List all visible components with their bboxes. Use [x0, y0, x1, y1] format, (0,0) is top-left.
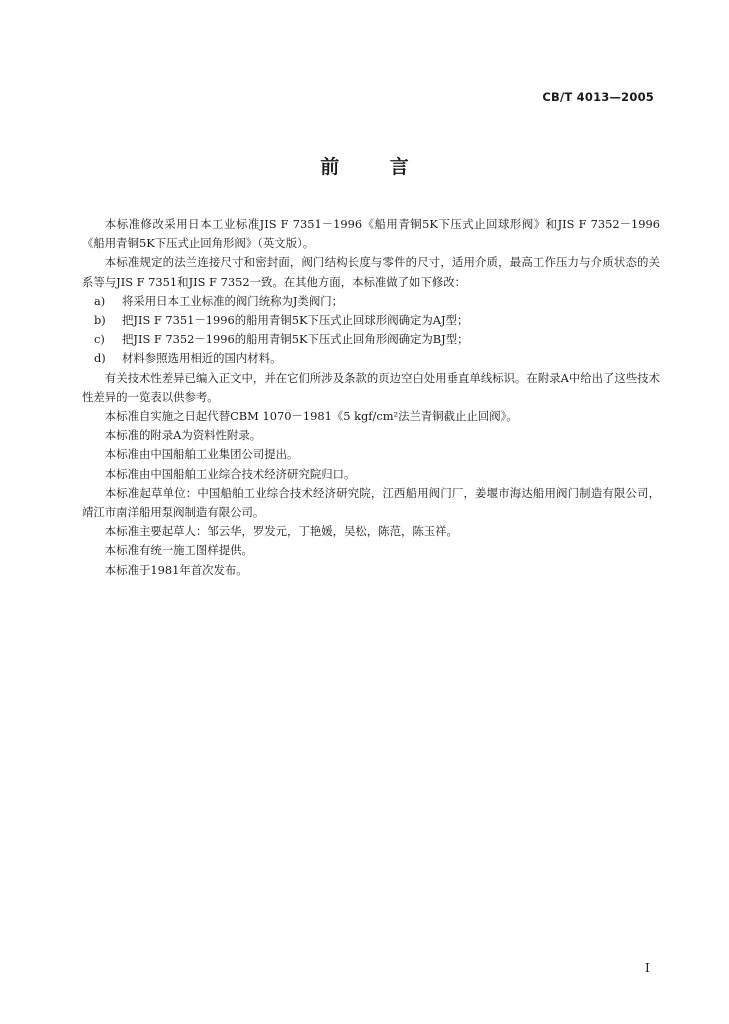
paragraph-administered-by: 本标准由中国船舶工业综合技术经济研究院归口。 [104, 466, 356, 481]
list-marker: d) [94, 351, 106, 366]
paragraph-drawings: 本标准有统一施工图样提供。 [104, 543, 253, 558]
list-marker: b) [94, 313, 106, 328]
list-item [82, 349, 660, 368]
paragraph-differences: 有关技术性差异已编入正文中，并在它们所涉及条款的页边空白处用垂直单线标识。在附录A中给出了这些技术性差异的一览表以供参考。 [82, 370, 660, 404]
list-item [82, 311, 660, 330]
paragraph-replaces: 本标准自实施之日起代替CBM 1070－1981《5 kgf/cm²法兰青铜截止止回阀》。 [104, 409, 518, 424]
list-marker: c) [94, 332, 105, 347]
list-item [82, 292, 660, 311]
list-item-text: 材料参照选用相近的国内材料。 [122, 351, 282, 366]
page-title: 前 言 [320, 156, 431, 178]
standard-code: CB/T 4013—2005 [542, 90, 654, 104]
paragraph-scope: 本标准规定的法兰连接尺寸和密封面，阀门结构长度与零件的尺寸，适用介质，最高工作压力与介质状态的关系等与JIS F 7351和JIS F 7352一致。在其他方面，本标准做了如下修改： [82, 255, 660, 289]
list-marker: a) [94, 293, 106, 308]
list-item [82, 330, 660, 349]
paragraph-appendix: 本标准的附录A为资料性附录。 [104, 428, 262, 443]
paragraph-adoption: 本标准修改采用日本工业标准JIS F 7351－1996《船用青铜5K下压式止回球形阀》和JIS F 7352－1996《船用青铜5K下压式止回角形阀》（英文版）。 [82, 217, 660, 251]
paragraph-first-issue: 本标准于1981年首次发布。 [104, 562, 248, 577]
list-item-text: 把JIS F 7351－1996的船用青铜5K下压式止回球形阀确定为AJ型； [122, 313, 469, 328]
list-item-text: 把JIS F 7352－1996的船用青铜5K下压式止回角形阀确定为BJ型； [122, 332, 469, 347]
foreword-body [82, 215, 660, 580]
list-item-text: 将采用日本工业标准的阀门统称为J类阀门； [122, 293, 343, 308]
paragraph-proposed-by: 本标准由中国船舶工业集团公司提出。 [104, 447, 299, 462]
paragraph-drafting-units: 本标准起草单位：中国船舶工业综合技术经济研究院，江西船用阀门厂，姜堰市海达船用阀门制造有限公司，靖江市南洋船用泵阀制造有限公司。 [82, 485, 660, 520]
page-number: I [645, 961, 650, 975]
paragraph-drafters: 本标准主要起草人：邹云华，罗发元，丁艳媛，吴松，陈范，陈玉祥。 [104, 524, 458, 539]
